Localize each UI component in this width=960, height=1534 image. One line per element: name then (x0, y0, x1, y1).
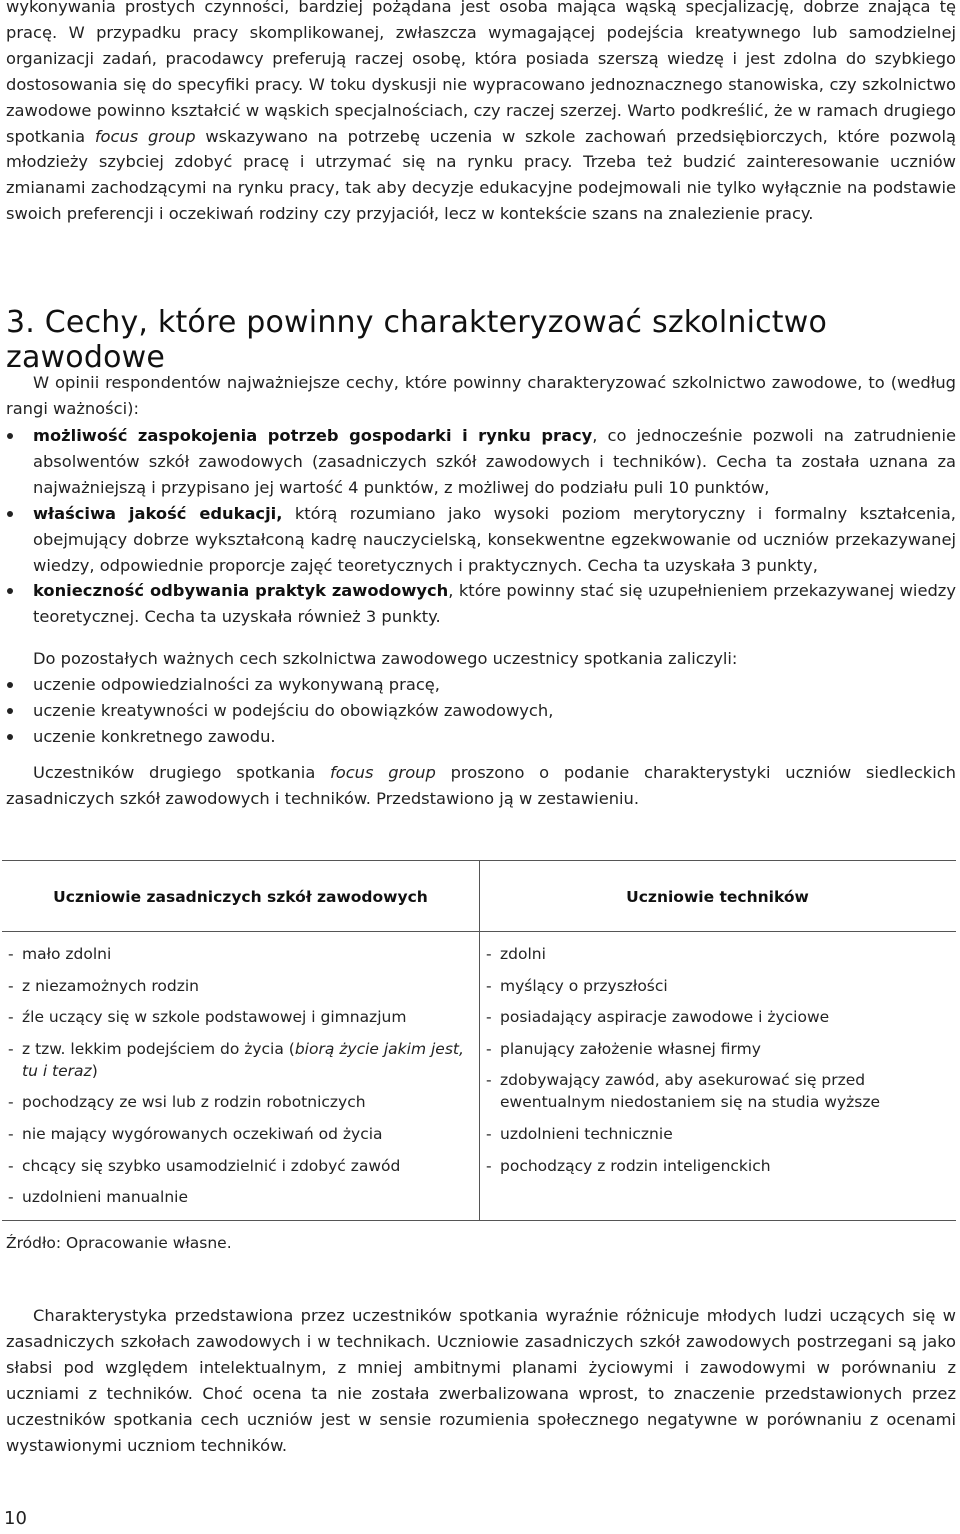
bullet-icon (7, 433, 13, 439)
focus-group-italic: focus group (330, 763, 436, 782)
comparison-table (2, 860, 956, 1221)
source-note: Źródło: Opracowanie własne. (6, 1234, 232, 1252)
feature-item: właściwa jakość edukacji, którą rozumiano jako wysoki poziom merytoryczny i formalny kształcenia, obejmujący dobrze wykształconą kadrę nauczycielską, konsekwentne egzekwowanie od uczniów przekazywanej wiedzy, odpowiednie proporcje zajęć teoretycznych i praktycznych. Cecha ta uzyskała 3 punkty, (6, 501, 956, 579)
page-number: 10 (4, 1508, 27, 1529)
features-list (6, 423, 956, 630)
other-features-list (6, 672, 956, 750)
conclusion-paragraph: Charakterystyka przedstawiona przez uczestników spotkania wyraźnie różnicuje młodych ludzi uczących się w zasadniczych szkołach zawodowych i w technikach. Uczniowie zasadniczych szkół zawodowych postrzegani są jako słabsi pod względem intelektualnym, z mniej ambitnymi planami życiowymi i zawodowymi w porównaniu z uczniami z techników. Choć ocena ta nie została zwerbalizowana wprost, to znaczenie przedstawionych przez uczestników spotkania cech uczniów jest w sensie rozumienia społecznego negatywne w porównaniu z ocenami wystawionymi uczniom techników. (6, 1306, 956, 1455)
list-item: - zdobywający zawód, aby asekurować się przed ewentualnym niedostaniem się na studia wyższe (486, 1071, 881, 1112)
list-item: - źle uczący się w szkole podstawowej i gimnazjum (8, 1008, 407, 1027)
other-feature-item: uczenie odpowiedzialności za wykonywaną pracę, (6, 672, 956, 698)
feature-item: konieczność odbywania praktyk zawodowych, które powinny stać się uzupełnieniem przekazywanej wiedzy teoretycznej. Cecha ta uzyskała również 3 punkty. (6, 578, 956, 630)
list-item: - nie mający wygórowanych oczekiwań od życia (8, 1124, 383, 1143)
list-item: - z niezamożnych rodzin (8, 976, 199, 995)
list-item: - posiadający aspiracje zawodowe i życiowe (486, 1008, 830, 1027)
list-item: - mało zdolni (8, 945, 112, 963)
list-item: - zdolni (486, 945, 546, 963)
header-technical: Uczniowie techników (626, 888, 809, 906)
other-feature-item: uczenie kreatywności w podejściu do obowiązków zawodowych, (6, 698, 956, 724)
vocational-column (2, 943, 468, 1218)
header-vocational: Uczniowie zasadniczych szkół zawodowych (53, 888, 428, 906)
list-item: - chcący się szybko usamodzielnić i zdobyć zawód (8, 1156, 401, 1175)
other-features-intro: Do pozostałych ważnych cech szkolnictwa zawodowego uczestnicy spotkania zaliczyli: (33, 649, 738, 668)
list-item: - pochodzący ze wsi lub z rodzin robotniczych (8, 1093, 366, 1112)
bullet-icon (7, 734, 13, 740)
list-item: - pochodzący z rodzin inteligenckich (486, 1156, 771, 1175)
list-item: - uzdolnieni manualnie (8, 1188, 189, 1207)
feature-item: możliwość zaspokojenia potrzeb gospodarki i rynku pracy, co jednocześnie pozwoli na zatrudnienie absolwentów szkół zawodowych (zasadniczych szkół zawodowych i techników). Cecha ta została uznana za najważniejszą i przypisano jej wartość 4 punktów, z możliwej do podziału puli 10 punktów, (6, 423, 956, 501)
top-paragraph-text: wykonywania prostych czynności, bardziej pożądana jest osoba mająca wąską specjalizację, dobrze znająca tę pracę. W przypadku pracy skomplikowanej, zwłaszcza wymagającej podejścia kreatywnego lub samodzielnej organizacji zadań, pracodawcy preferują raczej osobę, która posiada szerszą wiedzę i jest zdolna do szybkiego dostosowania się do specyfiki pracy. W toku dyskusji nie wypracowano jednoznacznego stanowiska, czy szkolnictwo zawodowe powinno kształcić w wąskich specjalnościach, czy raczej szerzej. Warto podkreślić, że w ramach drugiego spotkania (6, 0, 956, 146)
intro-text: W opinii respondentów najważniejsze cechy, które powinny charakteryzować szkolnictwo zawodowe, to (według rangi ważności): (6, 373, 956, 418)
bullet-icon (7, 682, 13, 688)
bullet-icon (7, 511, 13, 517)
top-paragraph (6, 0, 956, 227)
section-intro (6, 370, 956, 422)
list-item: - myślący o przyszłości (486, 976, 668, 995)
list-item: - uzdolnieni technicznie (486, 1124, 673, 1143)
other-feature-item: uczenie konkretnego zawodu. (6, 724, 956, 750)
characteristics-intro: Uczestników drugiego spotkania focus group proszono o podanie charakterystyki uczniów siedleckich zasadniczych szkół zawodowych i techników. Przedstawiono ją w zestawieniu. (6, 763, 956, 808)
technical-column (480, 943, 946, 1186)
focus-group-italic: focus group (94, 126, 196, 146)
bullet-icon (7, 708, 13, 714)
top-paragraph-end: wskazywano na potrzebę uczenia w szkole zachowań przedsiębiorczych, które pozwolą młodzieży szybciej zdobyć pracę i utrzymać się na rynku pracy. Trzeba też budzić zainteresowanie uczniów zmianami zachodzącymi na rynku pracy, tak aby decyzje edukacyjne podejmowali nie tylko wyłącznie na podstawie swoich preferencji i oczekiwań rodziny czy przyjaciół, lecz w kontekście szans na znalezienie pracy. (6, 126, 956, 224)
list-item: - z tzw. lekkim podejściem do życia (biorą życie jakim jest, tu i teraz) (8, 1039, 464, 1080)
section-heading: 3. Cechy, które powinny charakteryzować szkolnictwo zawodowe (6, 305, 828, 375)
list-item: - planujący założenie własnej firmy (486, 1039, 761, 1058)
bullet-icon (7, 588, 13, 594)
